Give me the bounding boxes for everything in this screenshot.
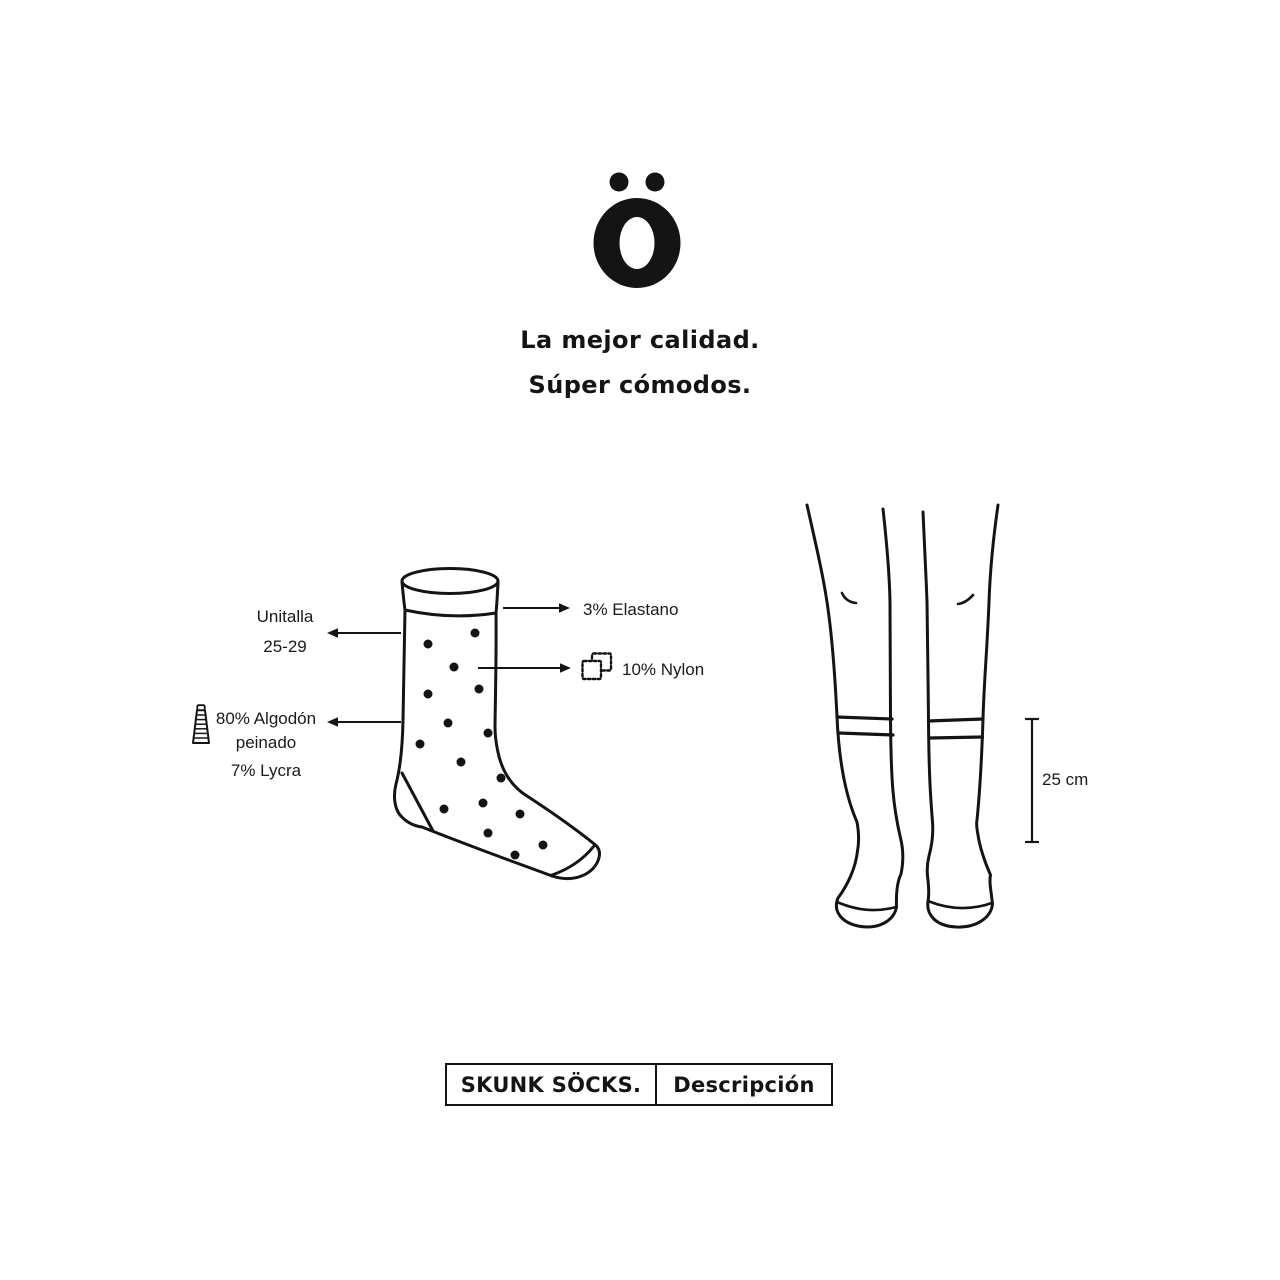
arrow-right-elastane-icon (502, 601, 572, 615)
size-label-line2: 25-29 (263, 637, 307, 656)
brand-name: SKUNK SÖCKS. (447, 1065, 657, 1104)
headline-comfort: Súper cómodos. (528, 371, 752, 399)
arrow-right-nylon-icon (477, 661, 573, 675)
elastane-label: 3% Elastano (583, 600, 679, 619)
cotton-label-line2: peinado (235, 733, 297, 752)
cotton-label-line1: 80% Algodón (215, 709, 317, 728)
right-leg (923, 505, 998, 927)
lycra-label: 7% Lycra (230, 761, 302, 780)
footer-bar (445, 1063, 833, 1106)
nylon-label: 10% Nylon (622, 660, 705, 679)
sock-opening (402, 569, 498, 594)
size-label-line1: Unitalla (256, 607, 314, 626)
legs-illustration (790, 490, 1110, 940)
left-leg (807, 505, 903, 927)
arrow-left-cotton-icon (325, 715, 402, 729)
sock-body (394, 582, 599, 879)
measurement-line-icon (1021, 713, 1043, 848)
fabric-patches-icon (580, 651, 614, 685)
o-umlaut-logo-icon (575, 155, 700, 300)
thread-cone-icon (191, 704, 211, 746)
sock-illustration (380, 560, 610, 890)
headline-quality: La mejor calidad. (520, 326, 760, 354)
tab-descripcion: Descripción (673, 1072, 815, 1097)
measurement-label: 25 cm (1042, 770, 1089, 789)
